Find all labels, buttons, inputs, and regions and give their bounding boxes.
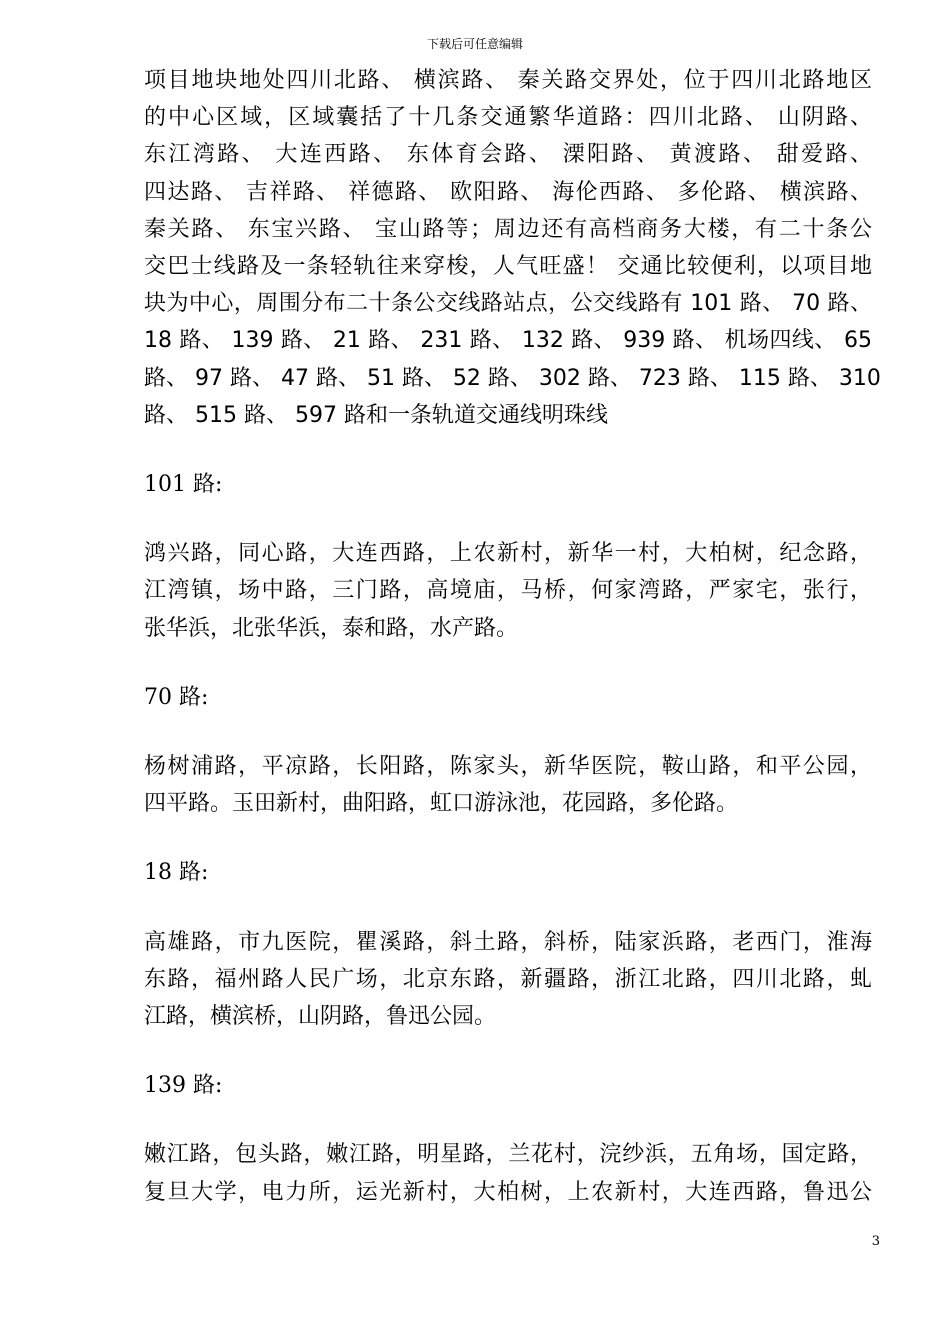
text-line: 块为中心，周围分布二十条公交线路站点，公交线路有 101 路、 70 路、 (144, 291, 872, 317)
intro-paragraph (144, 62, 881, 434)
text-line: 江路，横滨桥，山阴路，鲁迅公园。 (144, 1004, 497, 1030)
route-heading-70: 70 路: (144, 684, 209, 710)
text-line: 18 路、 139 路、 21 路、 231 路、 132 路、 939 路、 机场四线、 65 (144, 328, 872, 354)
text-line: 江湾镇，场中路，三门路，高境庙，马桥，何家湾路，严家宅，张行， (144, 578, 872, 604)
route-stops-101 (144, 535, 872, 647)
text-line: 东江湾路、 大连西路、 东体育会路、 溧阳路、 黄渡路、 甜爱路、 (144, 142, 872, 168)
text-line: 四达路、 吉祥路、 祥德路、 欧阳路、 海伦西路、 多伦路、 横滨路、 (144, 179, 872, 205)
text-line: 秦关路、 东宝兴路、 宝山路等；周边还有高档商务大楼，有二十条公 (144, 216, 872, 242)
text-line: 交巴士线路及一条轻轨往来穿梭，人气旺盛！ 交通比较便利，以项目地 (144, 254, 872, 280)
text-line: 复旦大学，电力所，运光新村，大柏树，上农新村，大连西路，鲁迅公 (144, 1179, 872, 1205)
text-line: 路、 97 路、 47 路、 51 路、 52 路、 302 路、 723 路、 115 路、 310 (144, 365, 881, 391)
route-heading-139: 139 路: (144, 1073, 223, 1099)
text-line: 鸿兴路，同心路，大连西路，上农新村，新华一村，大柏树，纪念路， (144, 541, 872, 567)
text-line: 的中心区域，区域囊括了十几条交通繁华道路：四川北路、 山阴路、 (144, 105, 872, 131)
text-line: 嫩江路，包头路，嫩江路，明星路，兰花村，浣纱浜，五角场，国定路， (144, 1142, 872, 1168)
route-stops-70 (144, 748, 872, 822)
route-stops-18 (144, 924, 872, 1036)
text-line: 东路，福州路人民广场，北京东路，新疆路，浙江北路，四川北路，虬 (144, 966, 872, 992)
text-line: 高雄路，市九医院，瞿溪路，斜土路，斜桥，陆家浜路，老西门，淮海 (144, 929, 872, 955)
text-line: 四平路。玉田新村，曲阳路，虹口游泳池，花园路，多伦路。 (144, 791, 739, 817)
page-number: 3 (871, 1234, 880, 1249)
text-line: 项目地块地处四川北路、 横滨路、 秦关路交界处，位于四川北路地区 (144, 68, 872, 93)
text-line: 路、 515 路、 597 路和一条轨道交通线明珠线 (144, 402, 608, 428)
page-header: 下载后可任意编辑 (426, 37, 523, 51)
route-heading-101: 101 路: (144, 472, 223, 498)
route-heading-18: 18 路: (144, 860, 209, 886)
text-line: 杨树浦路，平凉路，长阳路，陈家头，新华医院，鞍山路，和平公园， (144, 754, 872, 780)
text-line: 张华浜，北张华浜，泰和路，水产路。 (144, 615, 519, 641)
route-stops-139 (144, 1136, 872, 1210)
document-body (144, 62, 881, 1211)
